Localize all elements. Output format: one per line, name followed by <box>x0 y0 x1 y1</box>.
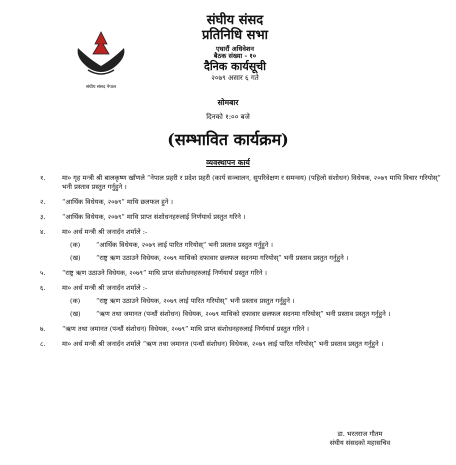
agenda-item-number: ८. <box>40 340 46 348</box>
agenda-item-body <box>62 174 445 192</box>
agenda-item-text: मा० अर्थ मन्त्री श्री जनार्दन शर्माले :- <box>62 228 148 236</box>
agenda-item <box>40 228 445 263</box>
agenda-item-text: “राष्ट्र ऋण उठाउने विधेयक, २०७९” माथि प्राप्त संशोधनहरुलाई निर्णयार्थ प्रस्तुत गरिने । <box>62 269 268 277</box>
agenda-item-body <box>62 340 445 349</box>
signatory-title: संघीय संसदको महासचिव <box>329 439 391 447</box>
agenda-subitem-label: (ख) <box>70 254 81 262</box>
time-label: दिनको १:०० बजे <box>206 113 250 121</box>
agenda-subitem <box>62 310 445 319</box>
agenda-item-number: १. <box>40 174 46 182</box>
agenda-subitem <box>62 241 445 250</box>
agenda-item-text: मा० गृह मन्त्री श्री बालकृष्ण खाँणले “नेपाल प्रहरी र प्रदेश प्रहरी (कार्य सञ्चालन, सुपरिवेक्षण र समन्वय) (पहिलो संशोधन) विधेयक, २०७९ माथि विचार गरियोस्” भनी प्रस्ताव प्रस्तुत गर्नुहुने । <box>62 174 441 191</box>
agenda-item-number: ५. <box>40 269 46 277</box>
agenda-item <box>40 198 445 207</box>
agenda-subitem <box>62 297 445 306</box>
agenda-subitem-label: (क) <box>70 297 81 305</box>
agenda-item <box>40 284 445 319</box>
header-line-5: दैनिक कार्यसूची <box>203 59 267 73</box>
agenda-subitem <box>62 254 445 263</box>
agenda-item-number: ३. <box>40 213 46 221</box>
agenda-item <box>40 174 445 192</box>
header-line-6: २०७९ असार ६ गते <box>211 74 259 83</box>
agenda-item <box>40 213 445 222</box>
header-line-3: एघारौं अधिवेशन <box>215 44 254 53</box>
header-line-1: संघीय संसद <box>206 13 264 28</box>
main-title: (सम्भावित कार्यक्रम) <box>167 130 289 149</box>
agenda-item-number: ७. <box>40 325 46 333</box>
agenda-item-text: “आर्थिक विधेयक, २०७९” माथि छलफल हुने । <box>62 198 174 206</box>
signatory-name: डा. भरतराज गौतम <box>337 430 383 438</box>
agenda-item-number: ४. <box>40 228 46 236</box>
agenda-item <box>40 269 445 278</box>
agenda-item-text: “ऋण तथा जमानत (पन्धौं संशोधन) विधेयक, २०७९” माथि प्राप्त संशोधनहरुलाई निर्णयार्थ प्रस्तुत गरिने । <box>62 325 310 333</box>
agenda-item-body <box>62 213 445 222</box>
agenda-item-text: मा० अर्थ मन्त्री श्री जनार्दन शर्माले :- <box>62 284 148 292</box>
agenda-list <box>40 174 445 355</box>
agenda-subitem-label: (क) <box>70 241 81 249</box>
agenda-item-text: मा० अर्थ मन्त्री श्री जनार्दन शर्माले “ऋण तथा जमानत (पन्धौं संशोधन) विधेयक, २०७९ लाई पारित गरियोस्” भनी प्रस्ताव प्रस्तुत गर्नुहुने । <box>62 340 384 348</box>
agenda-item <box>40 325 445 334</box>
agenda-item-body <box>62 228 445 263</box>
emblem-caption: संघीय संसद नेपाल <box>85 85 117 90</box>
header-line-4: बैठक संख्या - १० <box>213 52 257 61</box>
agenda-subitem-text: “आर्थिक विधेयक, २०७९ लाई पारित गरियोस्” भनी प्रस्ताव प्रस्तुत गर्नुहुने । <box>96 241 274 249</box>
agenda-item-body <box>62 325 445 334</box>
agenda-subitem-label: (ख) <box>70 310 81 318</box>
agenda-item-body <box>62 198 445 207</box>
document-header <box>120 14 350 83</box>
section-label: व्यवस्थापन कार्य <box>206 158 250 167</box>
agenda-item <box>40 340 445 349</box>
agenda-item-body <box>62 269 445 278</box>
agenda-subitem-text: “राष्ट्र ऋण उठाउने विधेयक, २०७९ लाई पारित गरियोस्” भनी प्रस्ताव प्रस्तुत गर्नुहुने । <box>96 297 295 305</box>
header-line-2: प्रतिनिधि सभा <box>202 27 268 43</box>
agenda-subitem-text: “राष्ट्र ऋण उठाउने विधेयक, २०७९ माथिको दफावार छलफल सदनमा गरियोस्” भनी प्रस्ताव प्रस्तुत गर्नुहुने । <box>96 254 349 262</box>
agenda-item-body <box>62 284 445 319</box>
agenda-subitem-text: “ऋण तथा जमानत (पन्धौं संशोधन) विधेयक, २०७९ माथिको दफावार छलफल सदनमा गरियोस्” भनी प्रस्ताव प्रस्तुत गर्नुहुने । <box>96 310 391 318</box>
agenda-item-number: ६. <box>40 284 46 292</box>
day-label: सोमबार <box>217 98 239 107</box>
signature-block <box>300 430 420 448</box>
agenda-item-number: २. <box>40 198 46 206</box>
agenda-item-text: “आर्थिक विधेयक, २०७९” माथि प्राप्त संशोधनहरुलाई निर्णयार्थ प्रस्तुत गरिने । <box>62 213 246 221</box>
